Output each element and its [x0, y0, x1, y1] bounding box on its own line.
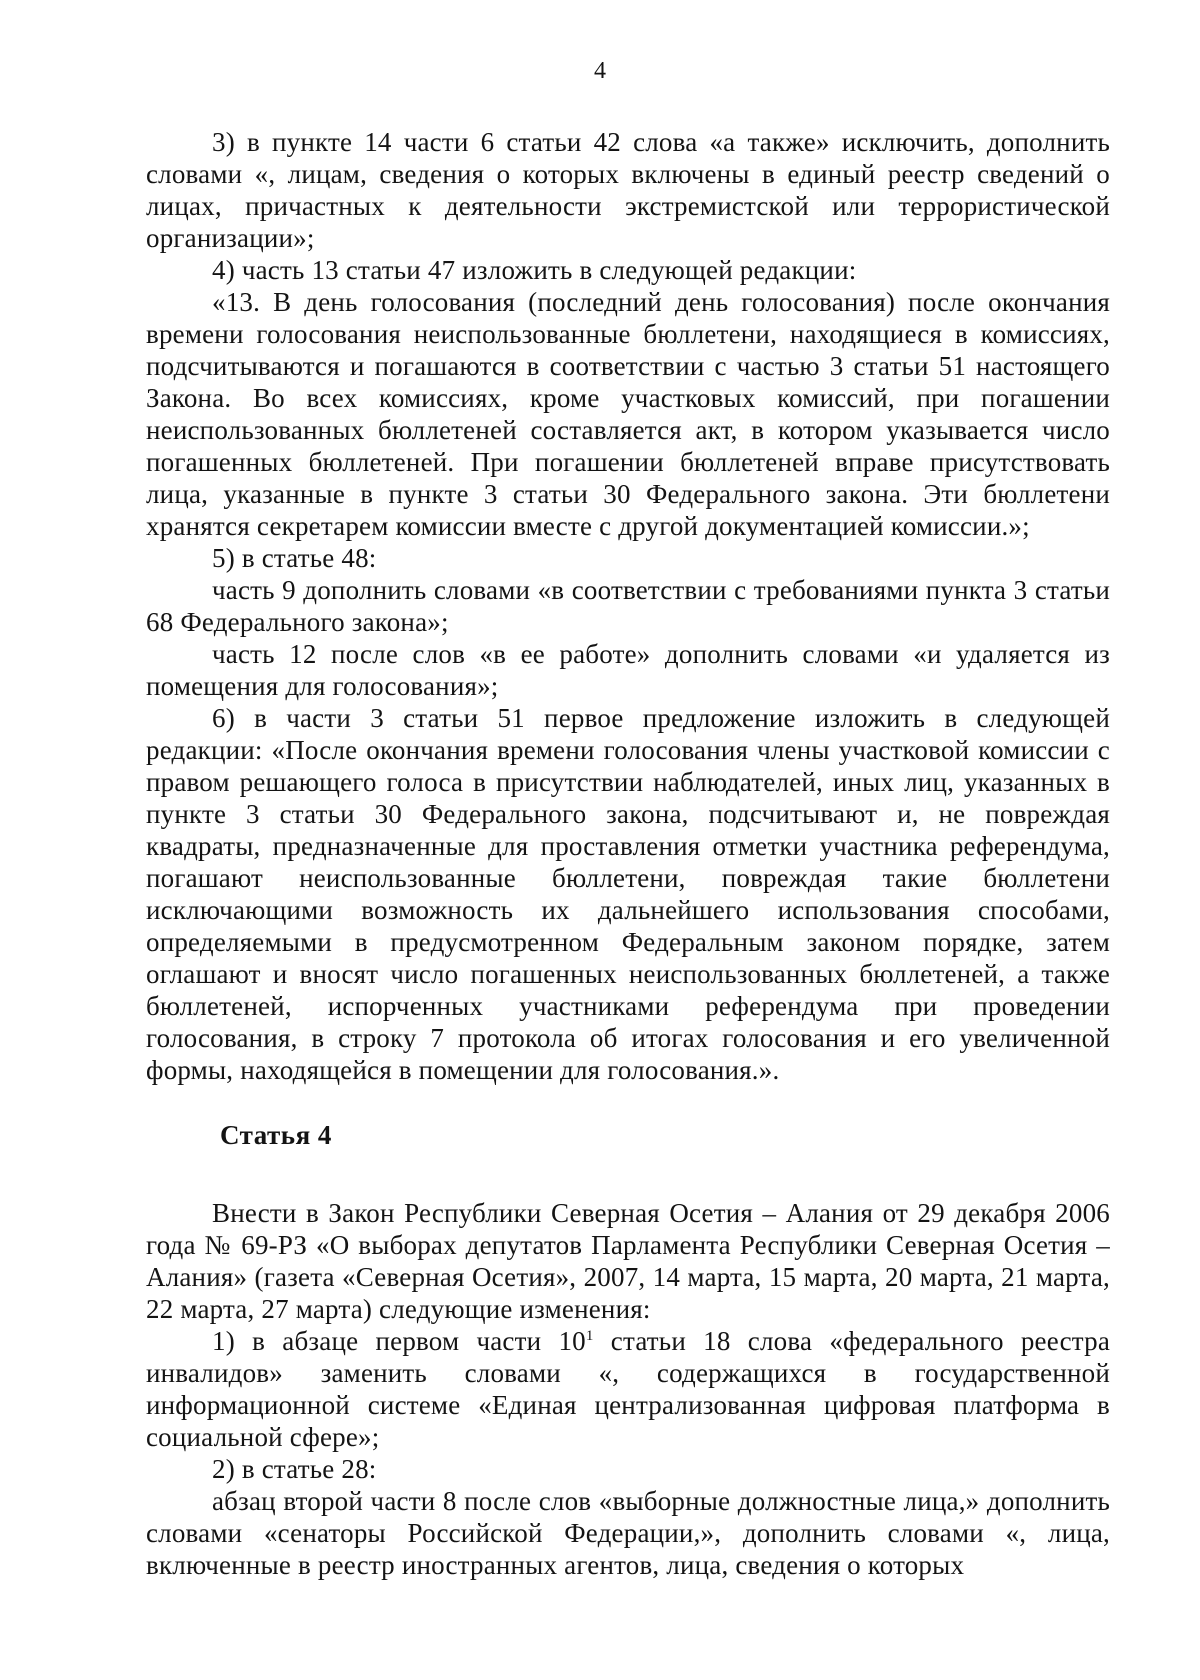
paragraph-part-9: часть 9 дополнить словами «в соответствии с требованиями пункта 3 статьи 68 Федерального закона»;: [146, 575, 1110, 637]
paragraph-part-12: часть 12 после слов «в ее работе» дополнить словами «и удаляется из помещения для голосования»;: [146, 639, 1110, 701]
item1-text-start: 1) в абзаце первом части 10: [212, 1326, 586, 1356]
paragraph-article-4-item-2: 2) в статье 28:: [212, 1454, 377, 1484]
article-intro: Внести в Закон Республики Северная Осетия – Алания от 29 декабря 2006 года № 69-РЗ «О выборах депутатов Парламента Республики Северная Осетия – Алания» (газета «Северная Осетия», 2007, 14 марта, 15 марта, 20 марта, 21 марта, 22 марта, 27 марта) следующие изменения:: [146, 1198, 1110, 1324]
amendments-block: [146, 126, 1110, 1086]
paragraph-article-4-item-1: [146, 1325, 1110, 1453]
article-4-block: [146, 1197, 1110, 1581]
paragraph-article-4-part-8: абзац второй части 8 после слов «выборные должностные лица,» дополнить словами «сенаторы Российской Федерации,», дополнить словами «, лица, включенные в реестр иностранных агентов, лица, сведения о которых: [146, 1486, 1110, 1580]
paragraph-item-4: 4) часть 13 статьи 47 изложить в следующей редакции:: [212, 255, 857, 285]
superscript: 1: [585, 1328, 594, 1344]
page-number: 4: [594, 58, 606, 84]
article-heading: Статья 4: [220, 1120, 332, 1150]
paragraph-item-6: 6) в части 3 статьи 51 первое предложение изложить в следующей редакции: «После окончания времени голосования члены участковой комиссии с правом решающего голоса в присутствии наблюдателей, иных лиц, указанных в пункте 3 статьи 30 Федерального закона, подсчитывают и, не повреждая квадраты, предназначенные для проставления отметки участника референдума, погашают неиспользованные бюллетени, повреждая такие бюллетени исключающими возможность их дальнейшего использования способами, определяемыми в предусмотренном Федеральным законом порядке, затем оглашают и вносят число погашенных неиспользованных бюллетеней, а также бюллетеней, испорченных участниками референдума при проведении голосования, в строку 7 протокола об итогах голосования и его увеличенной формы, находящейся в помещении для голосования.».: [146, 703, 1110, 1085]
paragraph-item-5: 5) в статье 48:: [212, 543, 377, 573]
item1-text-end: статьи 18 слова «федерального реестра инвалидов» заменить словами «, содержащихся в государственной информационной системе «Единая централизованная цифровая платформа в социальной сфере»;: [146, 1326, 1110, 1452]
paragraph-item-3: 3) в пункте 14 части 6 статьи 42 слова «а также» исключить, дополнить словами «, лицам, сведения о которых включены в единый реестр сведений о лицах, причастных к деятельности экстремистской или террористической организации»;: [146, 127, 1110, 253]
paragraph-quote-13: «13. В день голосования (последний день голосования) после окончания времени голосования неиспользованные бюллетени, находящиеся в комиссиях, подсчитываются и погашаются в соответствии с частью 3 статьи 51 настоящего Закона. Во всех комиссиях, кроме участковых комиссий, при погашении неиспользованных бюллетеней составляется акт, в котором указывается число погашенных бюллетеней. При погашении бюллетеней вправе присутствовать лица, указанные в пункте 3 статьи 30 Федерального закона. Эти бюллетени хранятся секретарем комиссии вместе с другой документацией комиссии.»;: [146, 287, 1110, 541]
